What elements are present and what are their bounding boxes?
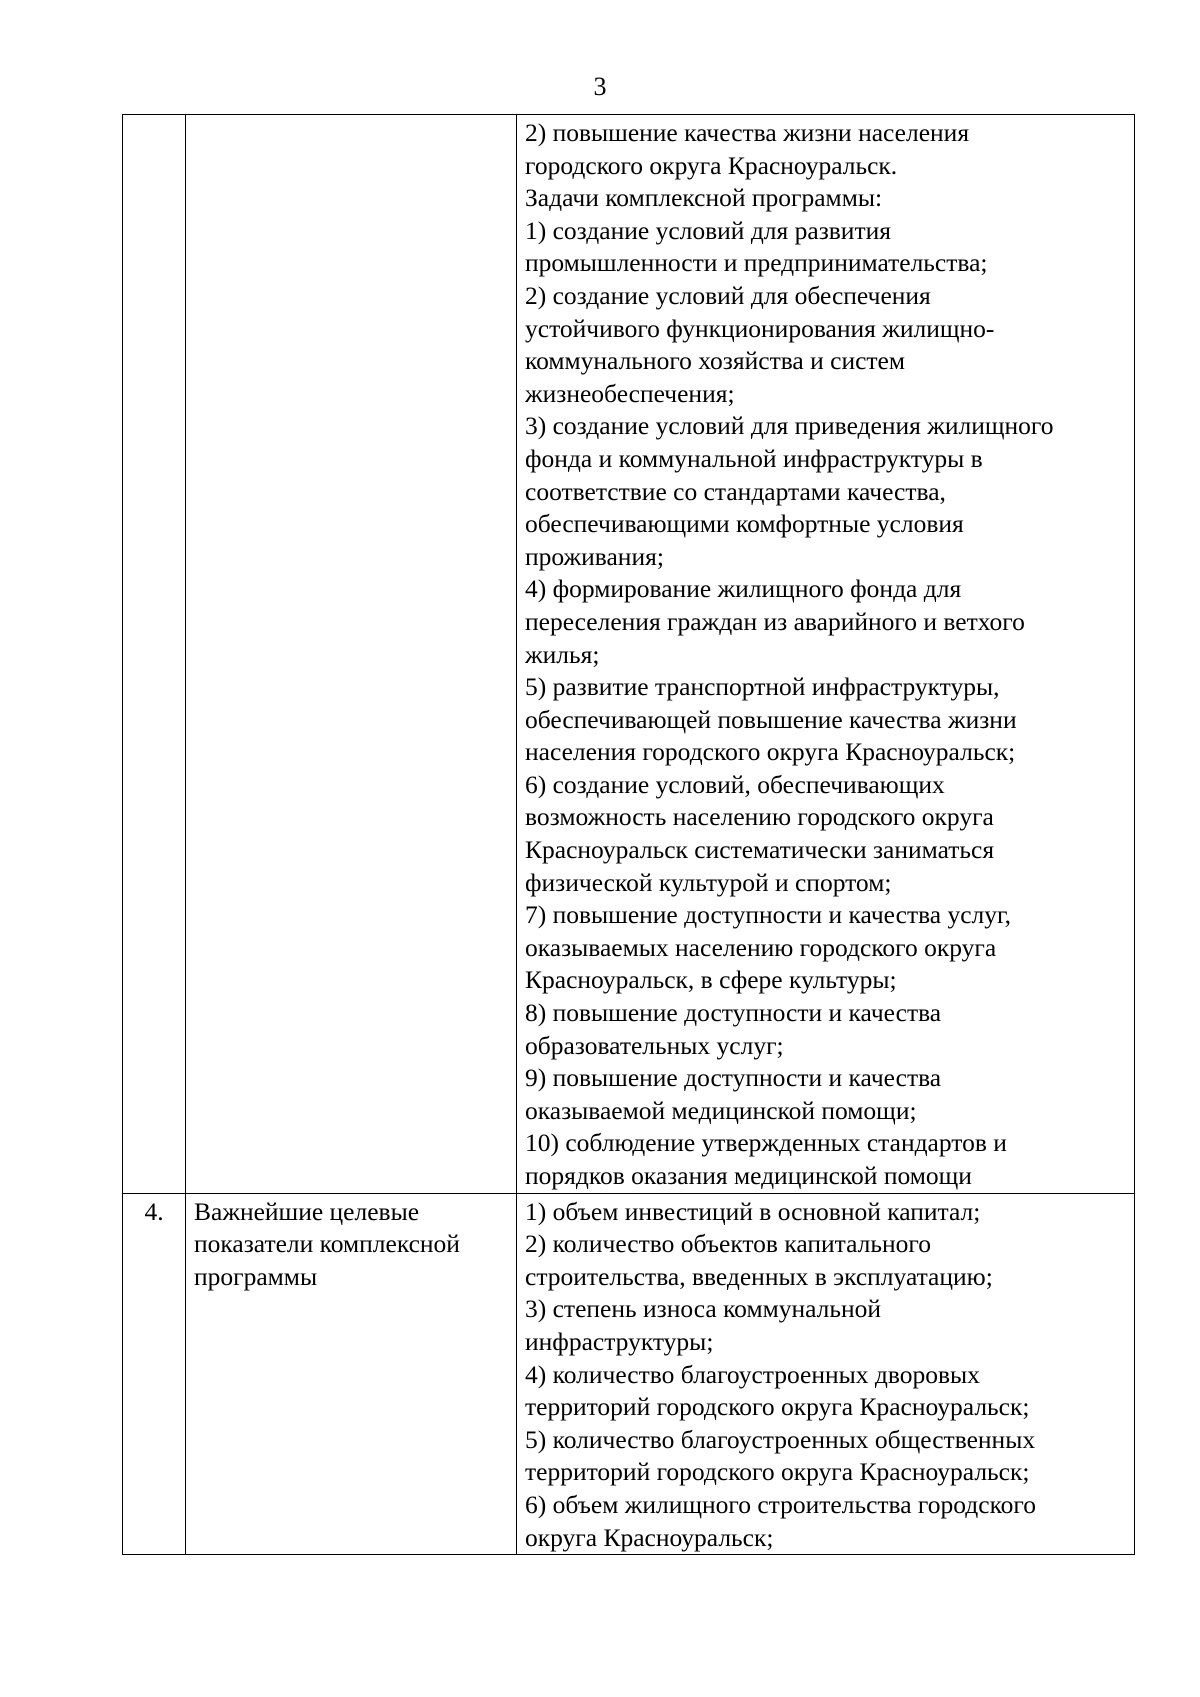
row-content-line: 5) количество благоустроенных общественных [525, 1424, 1036, 1454]
row-number-cell [123, 1193, 186, 1555]
row-content-line: физической культурой и спортом; [525, 867, 892, 897]
row-content-line: Красноуральск систематически заниматься [525, 835, 995, 865]
row-content-line: обеспечивающей повышение качества жизни [525, 704, 1017, 734]
row-content-line: оказываемой медицинской помощи; [525, 1095, 917, 1125]
row-content-line: 9) повышение доступности и качества [525, 1063, 942, 1093]
row-content-line: 3) создание условий для приведения жилищного [525, 411, 1054, 441]
row-content-line: 5) развитие транспортной инфраструктуры, [525, 672, 1000, 702]
row-name-line: программы [194, 1261, 318, 1291]
row-content-line: населения городского округа Красноуральск; [525, 737, 1016, 767]
row-content-line: 2) создание условий для обеспечения [525, 280, 931, 310]
row-content-line: 2) повышение качества жизни населения [525, 118, 970, 147]
row-content-line: порядков оказания медицинской помощи [525, 1161, 972, 1190]
row-content-line: 10) соблюдение утвержденных стандартов и [525, 1128, 1007, 1158]
row-content-line: городского округа Красноуральск. [525, 150, 898, 180]
row-content-line: оказываемых населению городского округа [525, 932, 997, 962]
row-content-line: Задачи комплексной программы: [525, 183, 883, 213]
row-content-line: 4) количество благоустроенных дворовых [525, 1359, 980, 1389]
row-name-line: Важнейшие целевые [194, 1196, 420, 1226]
row-content-line: 1) объем инвестиций в основной капитал; [525, 1196, 981, 1226]
row-content-cell [517, 1193, 1135, 1555]
page-number: 3 [593, 72, 607, 101]
row-content-line: строительства, введенных в эксплуатацию; [525, 1261, 993, 1291]
row-name-cell [186, 1193, 517, 1555]
row-name-line: показатели комплексной [194, 1229, 460, 1259]
row-content-line: 4) формирование жилищного фонда для [525, 574, 962, 604]
row-content-cell [517, 115, 1135, 1194]
row-content-line: фонда и коммунальной инфраструктуры в [525, 443, 983, 473]
row-content-line: обеспечивающими комфортные условия [525, 509, 964, 539]
row-content-line: 6) объем жилищного строительства городского [525, 1489, 1036, 1519]
row-content-line: переселения граждан из аварийного и ветхого [525, 606, 1025, 636]
row-content-line: 8) повышение доступности и качества [525, 998, 942, 1028]
row-content-line: округа Красноуральск; [525, 1522, 774, 1552]
row-content-line: инфраструктуры; [525, 1326, 714, 1356]
row-content-line: жизнеобеспечения; [525, 378, 735, 408]
row-content-line: коммунального хозяйства и систем [525, 346, 906, 376]
row-content-line: соответствие со стандартами качества, [525, 476, 946, 506]
row-number-cell [123, 115, 186, 1194]
row-content-line: территорий городского округа Красноуральск; [525, 1392, 1030, 1422]
row-content-line: 1) создание условий для развития [525, 215, 891, 245]
row-name-cell [186, 115, 517, 1194]
row-number: 4. [144, 1196, 164, 1226]
row-content-line: промышленности и предпринимательства; [525, 248, 988, 278]
row-content-line: 3) степень износа коммунальной [525, 1294, 882, 1324]
row-content-line: устойчивого функционирования жилищно- [525, 313, 995, 343]
program-passport-table [122, 114, 1135, 1555]
row-content-line: образовательных услуг; [525, 1030, 784, 1060]
row-content-line: Красноуральск, в сфере культуры; [525, 965, 897, 995]
row-content-line: 7) повышение доступности и качества услуг, [525, 900, 1011, 930]
row-content-line: жилья; [525, 639, 600, 669]
row-content-line: проживания; [525, 541, 664, 571]
row-content-line: 6) создание условий, обеспечивающих [525, 769, 945, 799]
table-row [123, 115, 1135, 1194]
row-content-line: 2) количество объектов капитального [525, 1229, 931, 1259]
row-content-line: территорий городского округа Красноуральск; [525, 1457, 1030, 1487]
row-content-line: возможность населению городского округа [525, 802, 994, 832]
table-row [123, 1193, 1135, 1555]
